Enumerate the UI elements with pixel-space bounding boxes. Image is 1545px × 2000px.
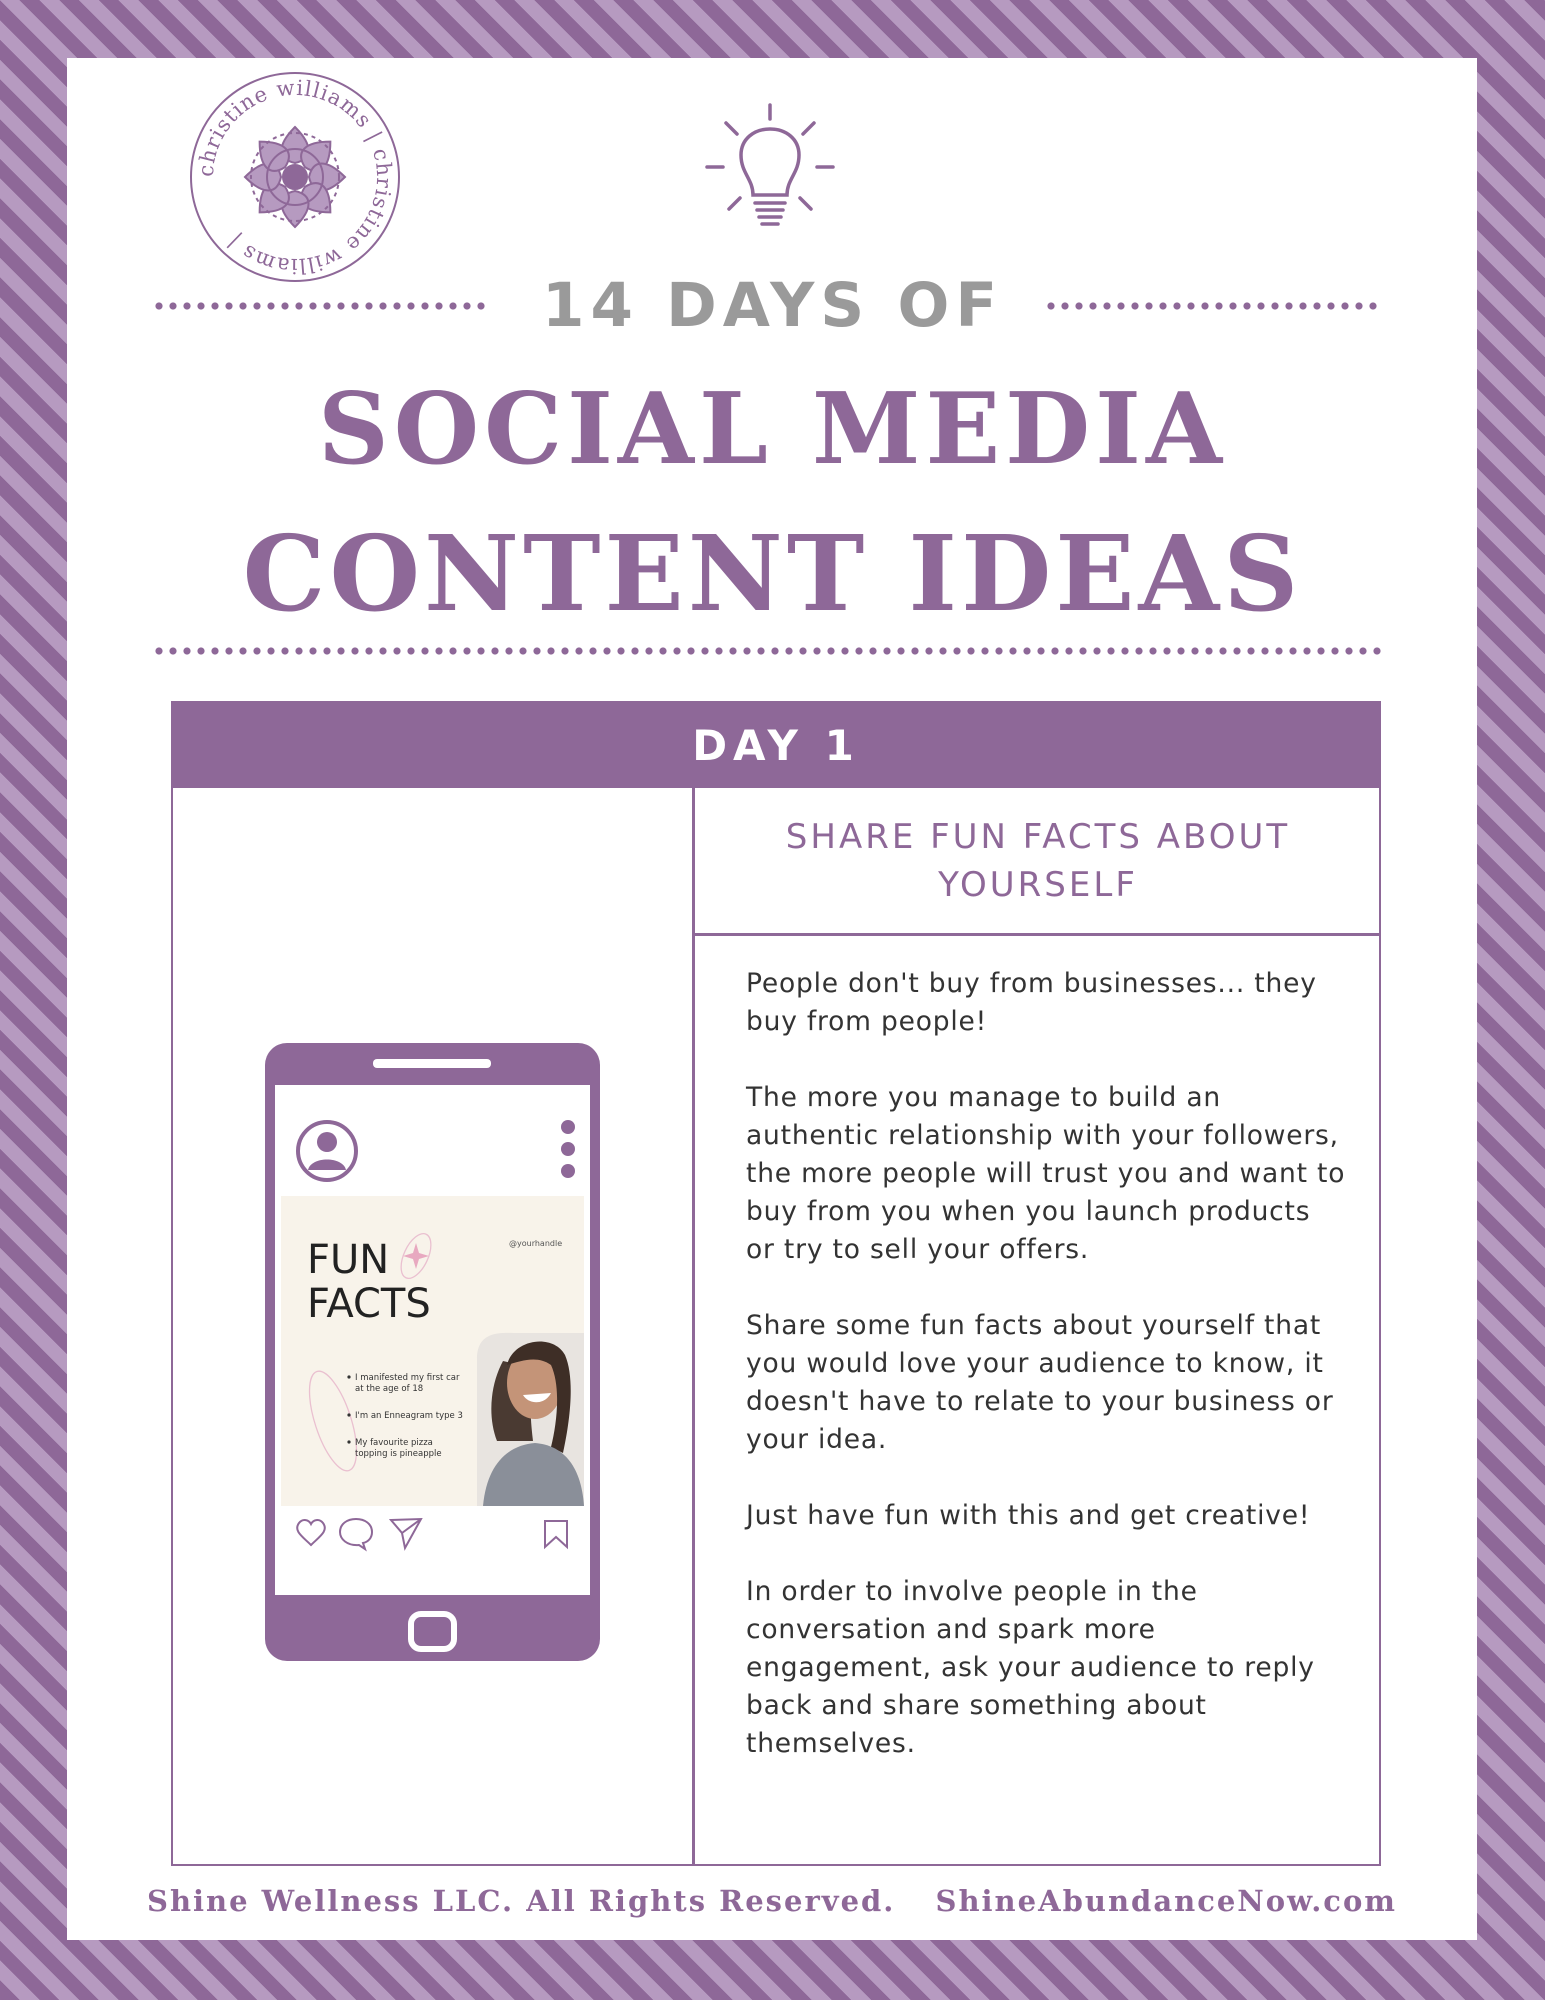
mandala-icon (245, 127, 345, 227)
phone-illustration (265, 1043, 600, 1661)
fact-2: I'm an Enneagram type 3 (355, 1411, 463, 1421)
more-options-icon (561, 1120, 575, 1178)
subtitle-14-days: 14 DAYS OF (542, 270, 1003, 341)
footer (67, 1884, 1477, 1918)
fact-1-line-1: I manifested my first car (355, 1373, 460, 1383)
fact-3-line-2: topping is pineapple (355, 1449, 442, 1459)
dotted-rule-left (152, 302, 488, 310)
paragraph: Share some fun facts about yourself that you would love your audience to know, it doesn't have to relate to your business or your idea. (746, 1310, 1334, 1455)
christine-williams-logo (188, 70, 402, 284)
footer-company: Shine Wellness LLC. All Rights Reserved. (147, 1884, 896, 1918)
prompt-heading (695, 788, 1381, 936)
fact-1-line-2: at the age of 18 (355, 1384, 424, 1394)
footer-website[interactable]: ShineAbundanceNow.com (935, 1884, 1397, 1918)
woman-photo (477, 1333, 584, 1506)
dotted-rule-bottom (152, 647, 1384, 655)
prompt-heading-line-1: SHARE FUN FACTS ABOUT (785, 816, 1291, 857)
title-line-1: SOCIAL MEDIA (317, 372, 1228, 487)
post-heading-line-2: FACTS (307, 1281, 431, 1327)
paragraph: The more you manage to build an authentic relationship with your followers, the more people will trust you and want to buy from you when you launch products or try to sell your offers. (746, 1082, 1346, 1265)
prompt-heading-line-2: YOURSELF (938, 864, 1138, 905)
prompt-description (746, 965, 1346, 1801)
dotted-rule-right (1044, 302, 1380, 310)
day-header-bar: DAY 1 (173, 703, 1379, 788)
post-heading-line-1: FUN (307, 1237, 390, 1283)
logo-ring-text: christine williams | christine williams | (193, 75, 397, 279)
lightbulb-icon (705, 103, 835, 235)
paragraph: People don't buy from businesses... they buy from people! (746, 968, 1317, 1037)
paragraph: Just have fun with this and get creative! (746, 1500, 1311, 1531)
column-divider (692, 788, 695, 1866)
fact-3-line-1: My favourite pizza (355, 1438, 433, 1448)
phone-speaker (373, 1059, 491, 1068)
title-line-2: CONTENT IDEAS (242, 512, 1303, 635)
post-handle: @yourhandle (509, 1239, 563, 1248)
paragraph: In order to involve people in the conversation and spark more engagement, ask your audience to reply back and share something about themselves. (746, 1576, 1315, 1759)
